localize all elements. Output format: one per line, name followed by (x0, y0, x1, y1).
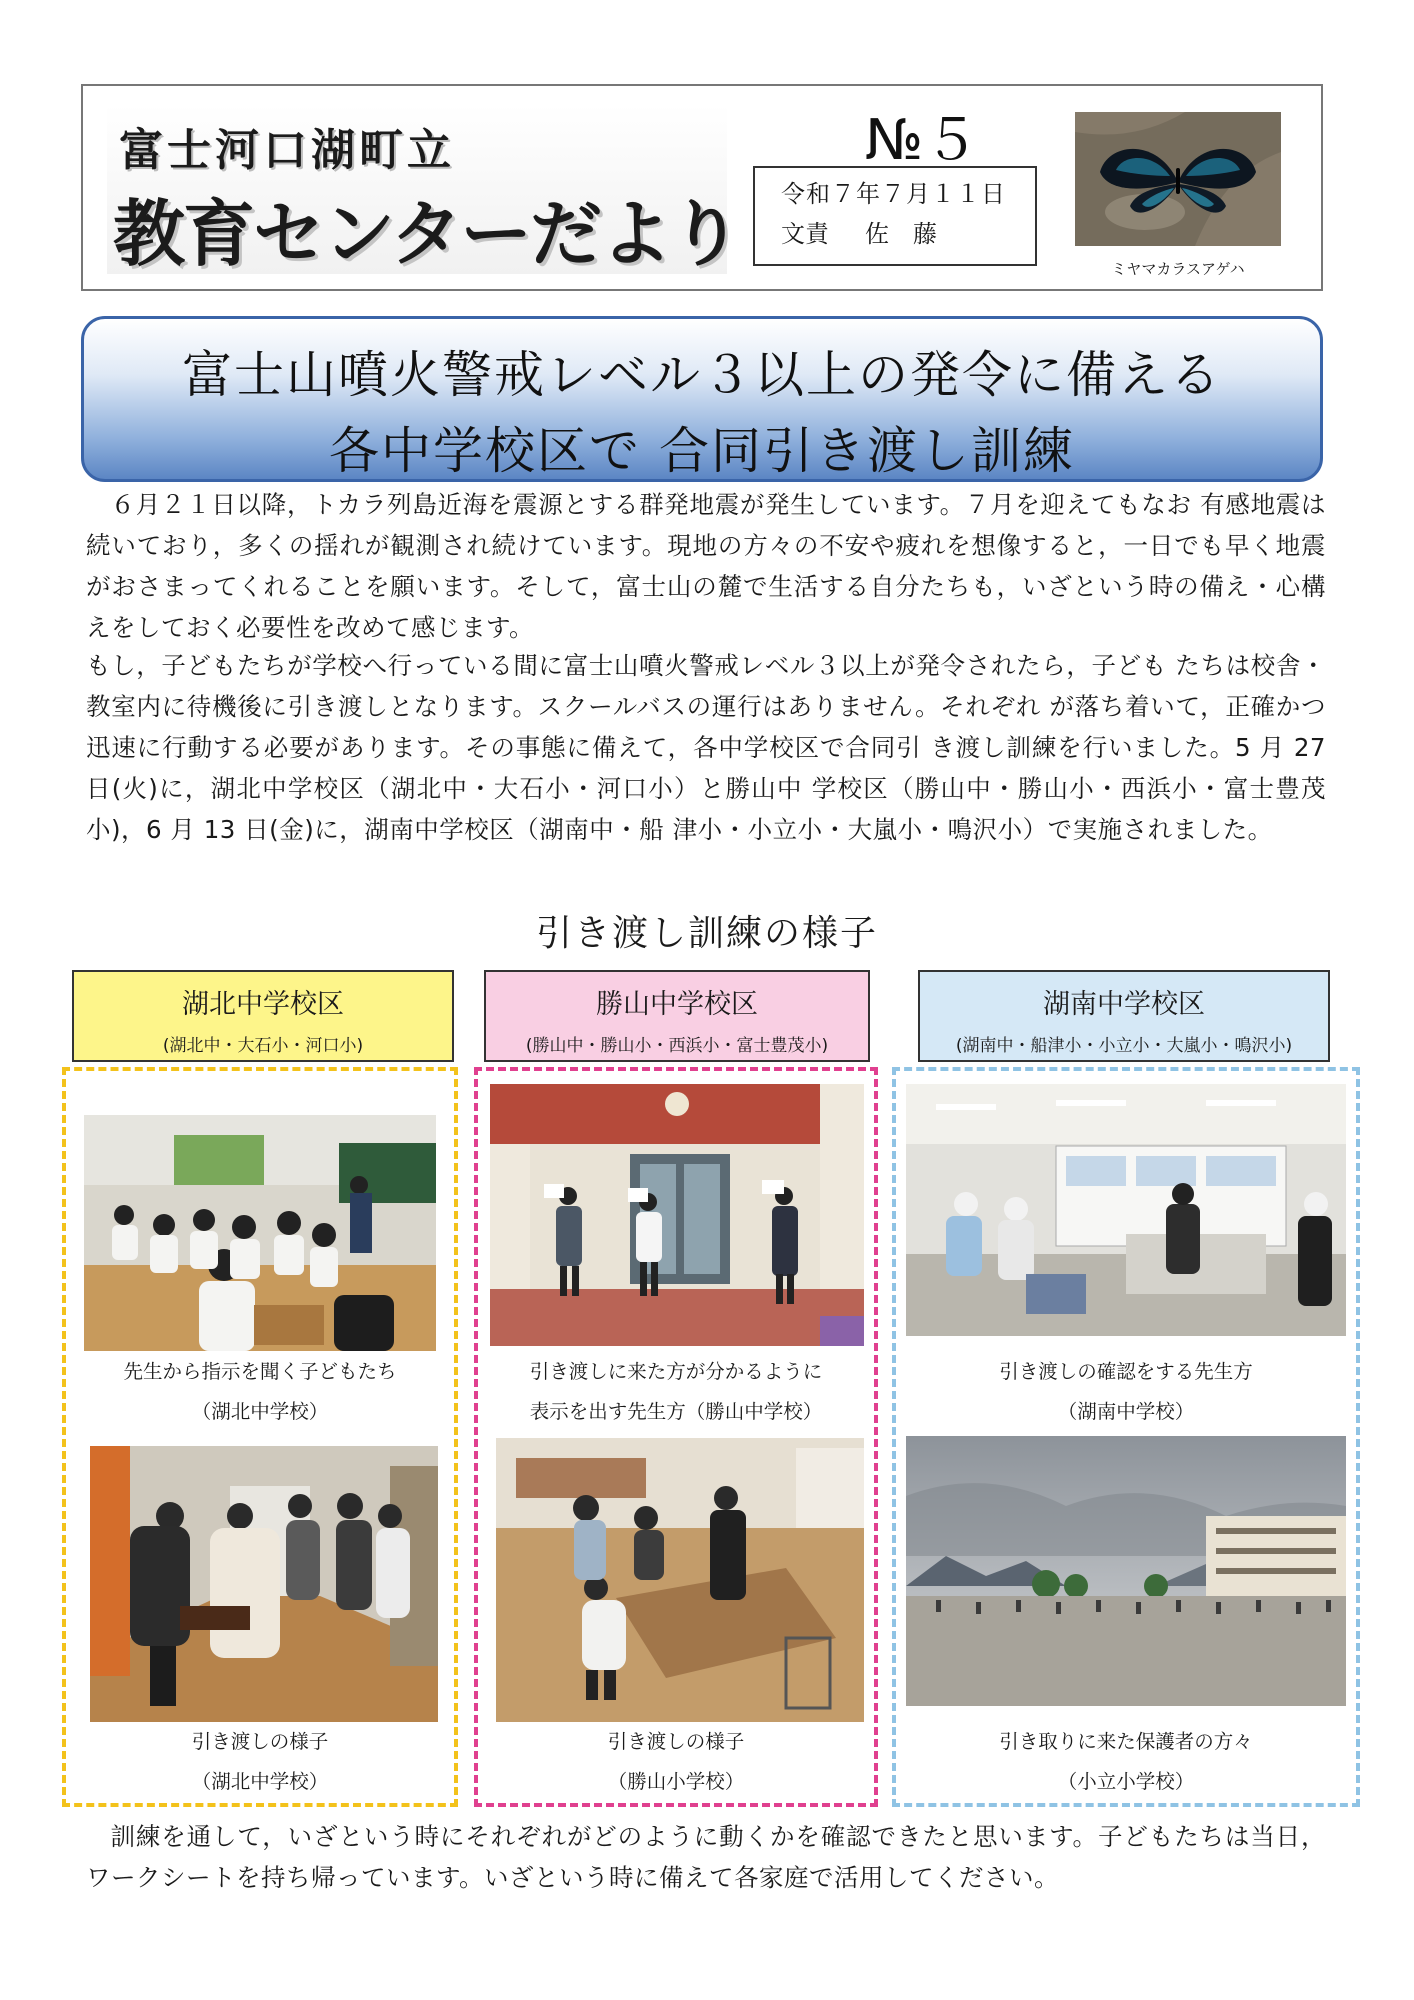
author-line (781, 214, 1035, 254)
body-paragraph-2: もし，子どもたちが学校へ行っている間に富士山噴火警戒レベル３以上が発令されたら，子ども たちは校舎・教室内に待機後に引き渡しとなります。スクールバスの運行はありません。それぞれ が落ち着いて，正確かつ迅速に行動する必要があります。その事態に備えて，各中学校区で合同引 き渡し訓練を行いました。5 月 27 日(火)に，湖北中学校区（湖北中・大石小・河口小）と勝山中 学校区（勝山中・勝山小・西浜小・富士豊茂小)，6 月 13 日(金)に，湖南中学校区（湖南中・船 津小・小立小・大嵐小・鳴沢小）で実施されました。 (86, 651, 1326, 844)
date-author-box (753, 166, 1037, 266)
photo-caption: 引き渡しに来た方が分かるように 表示を出す先生方（勝山中学校） (529, 1360, 823, 1423)
katsuyama-district-header (484, 970, 870, 1062)
gym-photo (496, 1438, 864, 1722)
konan-district-header (918, 970, 1330, 1062)
district-schools: (湖南中・船津小・小立小・大嵐小・鳴沢小) (955, 1036, 1293, 1056)
headline-banner (81, 316, 1323, 482)
section-title: 引き渡し訓練の様子 (535, 913, 878, 954)
district-schools: (湖北中・大石小・河口小) (162, 1036, 364, 1056)
butterfly-photo (1075, 112, 1281, 246)
kohoku-district-header (72, 970, 454, 1062)
author-label: 文責 (781, 220, 829, 248)
masthead (107, 104, 741, 276)
hallway-photo (90, 1446, 438, 1722)
newsletter-title: 教育センターだより (113, 192, 741, 276)
entrance-photo (490, 1084, 864, 1346)
publisher-title: 富士河口湖町立 (119, 125, 455, 176)
headline-line-2: 各中学校区で 合同引き渡し訓練 (329, 422, 1075, 480)
newsletter-header (81, 84, 1323, 291)
schoolyard-photo (906, 1436, 1346, 1706)
body-paragraph-1: ６月２１日以降，トカラ列島近海を震源とする群発地震が発生しています。７月を迎えてもなお 有感地震は続いており，多くの揺れが観測され続けています。現地の方々の不安や疲れを想像すると，一日でも早く地震がおさまってくれることを願います。そして，富士山の麓で生活する自分たちも，いざという時の備え・心構えをしておく必要性を改めて感じます。 (86, 490, 1326, 642)
butterfly-caption: ミヤマカラスアゲハ (1111, 260, 1245, 278)
issue-number: №５ (865, 108, 980, 173)
author-name: 佐 藤 (865, 220, 937, 248)
photo-caption: 引き取りに来た保護者の方々 （小立小学校） (999, 1730, 1253, 1793)
issue-date: 令和７年７月１１日 (781, 180, 1006, 208)
photo-caption: 引き渡しの様子 （湖北中学校） (191, 1730, 329, 1793)
photo-caption: 引き渡しの様子 （勝山小学校） (607, 1730, 745, 1793)
classroom-photo (84, 1115, 436, 1351)
photo-caption: 引き渡しの確認をする先生方 （湖南中学校） (999, 1360, 1253, 1423)
headline-line-1: 富士山噴火警戒レベル３以上の発令に備える (182, 346, 1222, 404)
butterfly-icon (1075, 112, 1281, 246)
closing-paragraph: 訓練を通して，いざという時にそれぞれがどのように動くかを確認できたと思います。子どもたちは当日，ワークシートを持ち帰っています。いざという時に備えて各家庭で活用してください。 (86, 1822, 1326, 1892)
staffroom-photo (906, 1084, 1346, 1336)
district-name: 湖北中学校区 (182, 989, 344, 1020)
district-name: 湖南中学校区 (1043, 989, 1205, 1020)
district-schools: (勝山中・勝山小・西浜小・富士豊茂小) (525, 1036, 829, 1056)
district-name: 勝山中学校区 (596, 989, 758, 1020)
photo-caption: 先生から指示を聞く子どもたち （湖北中学校） (123, 1360, 397, 1423)
